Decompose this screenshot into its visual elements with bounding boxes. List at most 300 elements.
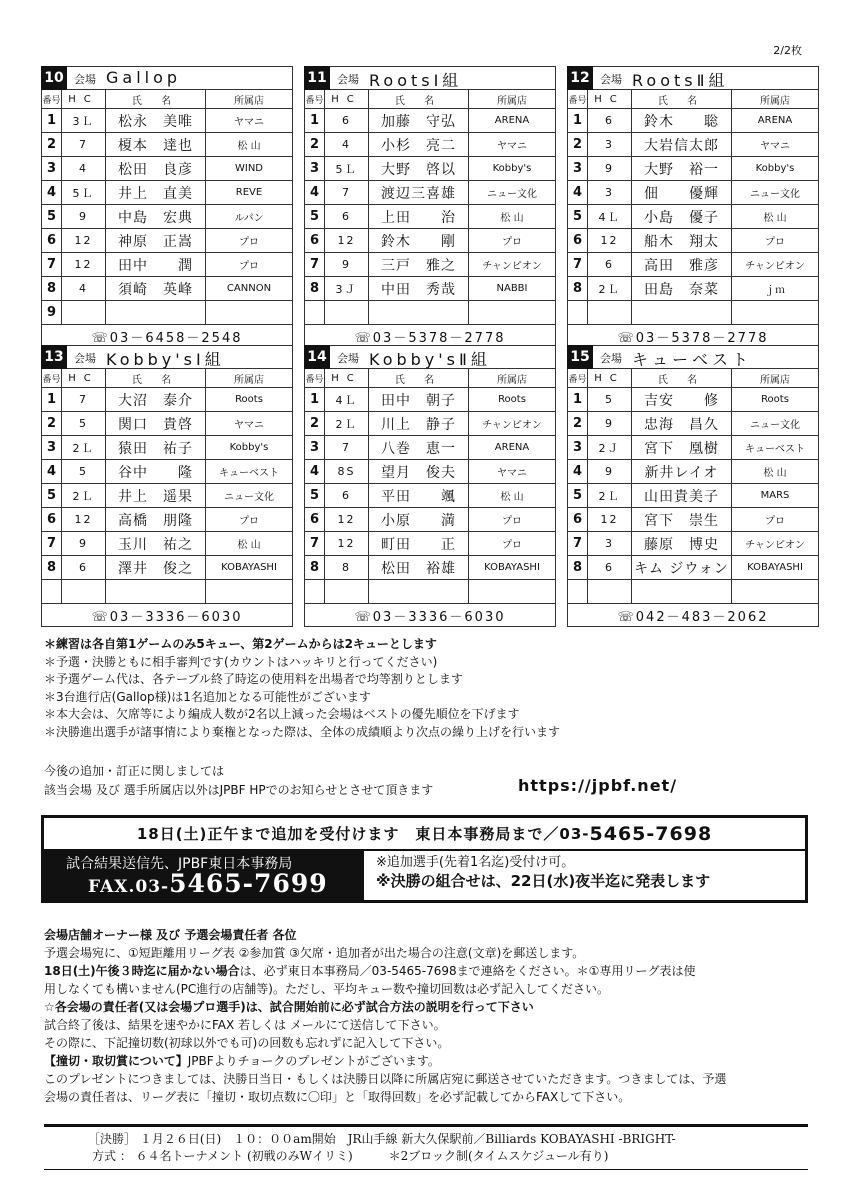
player-hc: 8S	[325, 460, 369, 483]
player-number: 7	[305, 532, 325, 555]
player-row	[305, 301, 555, 325]
player-row	[305, 388, 555, 412]
venue-header	[568, 67, 818, 90]
player-shop: チャンピオン	[745, 540, 805, 551]
player-name: 中田 秀哉	[369, 277, 469, 300]
player-shop: 松 山	[763, 213, 787, 224]
player-name: 上田 治	[369, 205, 469, 228]
venue-13	[41, 345, 293, 627]
owners-line-2: 18日(土)午後３時迄に届かない場合は、必ず東日本事務局／03-5465-7698まで連絡をください。＊①専用リーグ表は使	[44, 964, 696, 978]
player-hc: 12	[325, 532, 369, 555]
info-line-1: 今後の追加・訂正に関しましては	[44, 764, 225, 778]
player-shop: KOBAYASHI	[747, 562, 803, 573]
player-hc: 2Ｊ	[588, 436, 632, 459]
player-row	[305, 277, 555, 301]
note-3: ＊予選ゲーム代は、各テーブル終了時迄の使用料を出場者で均等割りとします	[44, 672, 463, 686]
player-shop: チャンピオン	[482, 261, 542, 272]
player-number: 6	[568, 229, 588, 252]
player-name: 高田 雅彦	[632, 253, 732, 276]
player-hc	[325, 580, 369, 603]
player-hc: 2Ｌ	[325, 412, 369, 435]
player-hc: 6	[588, 253, 632, 276]
col-hc: HC	[588, 90, 632, 108]
note-2: ＊予選・決勝ともに相手審判です(カウントはハッキリと行ってください)	[44, 654, 438, 669]
venue-header	[568, 346, 818, 369]
player-row	[42, 436, 292, 460]
player-hc: 5Ｌ	[62, 181, 106, 204]
player-hc: 4	[325, 133, 369, 156]
owners-line-3: 用しなくても構いません(PC進行の店舗等)。ただし、平均キュー数や撞切回数は必ず記入してください。	[44, 982, 609, 996]
announce-line-2: ※決勝の組合せは、22日(水)夜半迄に発表します	[376, 872, 711, 890]
venue-header	[305, 67, 555, 90]
player-number: 3	[42, 157, 62, 180]
player-number: 8	[42, 277, 62, 300]
venue-label: 会場	[337, 352, 359, 365]
player-number: 1	[568, 109, 588, 132]
venue-name: Kobby'sⅡ組	[369, 350, 491, 369]
player-shop: プロ	[765, 237, 785, 248]
player-shop: ヤマニ	[497, 468, 527, 479]
player-row	[42, 580, 292, 604]
venue-number: 11	[304, 66, 330, 90]
player-shop: チャンピオン	[745, 261, 805, 272]
player-number: 1	[568, 388, 588, 411]
player-name: 渡辺三喜雄	[369, 181, 469, 204]
player-name: 川上 静子	[369, 412, 469, 435]
player-name: 宮下 凰樹	[632, 436, 732, 459]
col-name: 氏 名	[369, 90, 469, 108]
player-shop: ニュー文化	[750, 420, 800, 431]
player-row	[568, 229, 818, 253]
player-name: 船木 翔太	[632, 229, 732, 252]
player-hc: 5	[62, 460, 106, 483]
player-name: 井上 直美	[106, 181, 206, 204]
final-line-1: ［決勝］ １月２６日(日) １０：００am開始 JR山手線 新大久保駅前／Billiards KOBAYASHI -BRIGHT-	[88, 1132, 676, 1146]
player-row	[568, 556, 818, 580]
player-row	[568, 388, 818, 412]
venue-header	[42, 67, 292, 90]
player-number: 1	[42, 388, 62, 411]
player-row	[305, 508, 555, 532]
player-row	[305, 205, 555, 229]
player-number: 6	[305, 508, 325, 531]
player-name: 谷中 隆	[106, 460, 206, 483]
player-shop: プロ	[502, 540, 522, 551]
player-row	[305, 157, 555, 181]
owners-notice	[44, 926, 814, 1106]
player-shop: ヤマニ	[234, 420, 264, 431]
player-name: 猿田 祐子	[106, 436, 206, 459]
player-shop: 松 山	[763, 468, 787, 479]
player-number: 7	[305, 253, 325, 276]
update-info	[44, 762, 433, 800]
player-number	[568, 301, 588, 324]
player-shop: MARS	[760, 490, 790, 501]
player-hc: 12	[62, 508, 106, 531]
venue-name: Gallop	[106, 68, 182, 87]
deadline-text: 18日(土)正午まで追加を受付けます 東日本事務局まで／03-	[136, 825, 590, 843]
col-shop: 所属店	[497, 95, 527, 107]
player-hc: 5	[62, 412, 106, 435]
player-hc: 6	[588, 556, 632, 579]
venue-label: 会場	[74, 73, 96, 86]
player-name: 松田 裕雄	[369, 556, 469, 579]
column-headers	[42, 90, 292, 109]
player-shop	[732, 301, 818, 324]
player-row	[305, 484, 555, 508]
player-hc: 12	[325, 508, 369, 531]
player-name: 松永 美唯	[106, 109, 206, 132]
player-hc	[62, 580, 106, 603]
final-info	[44, 1124, 808, 1170]
player-row	[42, 484, 292, 508]
player-shop: Roots	[235, 394, 263, 405]
player-hc: 9	[325, 253, 369, 276]
player-number: 2	[305, 412, 325, 435]
player-number: 8	[568, 556, 588, 579]
player-hc: 4	[62, 157, 106, 180]
player-shop: プロ	[502, 516, 522, 527]
player-number: 5	[568, 205, 588, 228]
player-hc	[325, 301, 369, 324]
column-headers	[568, 90, 818, 109]
player-number: 2	[42, 412, 62, 435]
player-number: 2	[305, 133, 325, 156]
player-hc: 3	[588, 532, 632, 555]
venue-name: Kobby'sⅠ組	[106, 350, 225, 369]
player-name	[106, 580, 206, 603]
player-name: 須崎 英峰	[106, 277, 206, 300]
player-number: 5	[305, 484, 325, 507]
player-row	[42, 301, 292, 325]
player-row	[568, 157, 818, 181]
col-number: 番号	[568, 369, 588, 387]
player-number: 2	[568, 412, 588, 435]
player-name: 宮下 崇生	[632, 508, 732, 531]
player-hc: 5Ｌ	[325, 157, 369, 180]
final-line-2: 方式 ： ６４名トーナメント (初戦のみWイリミ) ＊2ブロック制(タイムスケジュール有り)	[92, 1149, 609, 1163]
player-shop: Kobby's	[229, 442, 269, 453]
player-hc: 7	[62, 133, 106, 156]
player-row	[305, 253, 555, 277]
player-name: キム ジウォン	[632, 556, 732, 579]
venue-label: 会場	[74, 352, 96, 365]
player-name: 吉安 修	[632, 388, 732, 411]
player-name	[369, 580, 469, 603]
player-shop: WIND	[234, 163, 264, 174]
player-shop	[206, 301, 292, 324]
player-row	[568, 580, 818, 604]
column-headers	[568, 369, 818, 388]
player-name: 鈴木 聡	[632, 109, 732, 132]
col-hc: HC	[325, 90, 369, 108]
venue-label: 会場	[600, 73, 622, 86]
announce-line-1: ※追加選手(先着1名迄)受付け可。	[376, 855, 575, 870]
player-hc: 2Ｌ	[62, 484, 106, 507]
player-shop: ARENA	[494, 442, 530, 453]
note-5: ＊本大会は、欠席等により編成人数が2名以上減った会場はベストの優先順位を下げます	[44, 707, 520, 721]
player-hc: 7	[325, 436, 369, 459]
player-row	[42, 133, 292, 157]
owners-line-9: 会場の責任者は、リーグ表に「撞切・取切点数に〇印」と「取得回数」を必ず記載してからFAXして下さい。	[44, 1090, 631, 1104]
player-number: 3	[305, 157, 325, 180]
player-name: 平田 颯	[369, 484, 469, 507]
col-hc: HC	[62, 369, 106, 387]
player-name: 関口 貴啓	[106, 412, 206, 435]
player-name: 加藤 守弘	[369, 109, 469, 132]
venue-name: RootsⅠ組	[369, 71, 463, 90]
venue-phone: ☏03－5378－2778	[354, 330, 506, 346]
player-shop: プロ	[765, 516, 785, 527]
player-hc: 6	[62, 556, 106, 579]
player-shop: 松 山	[237, 141, 261, 152]
player-name: 澤井 俊之	[106, 556, 206, 579]
player-row	[568, 205, 818, 229]
col-number: 番号	[305, 90, 325, 108]
owners-line-6: その際に、下記撞切数(初球以外でも可)の回数も忘れずに記入して下さい。	[44, 1036, 450, 1050]
player-hc: 6	[325, 484, 369, 507]
player-shop: キューベスト	[219, 468, 279, 479]
col-number: 番号	[305, 369, 325, 387]
player-number: 8	[568, 277, 588, 300]
rules-notes	[44, 636, 560, 741]
player-number: 4	[42, 460, 62, 483]
player-hc: 3Ｌ	[62, 109, 106, 132]
player-name: 松田 良彦	[106, 157, 206, 180]
player-name: 高橋 朋隆	[106, 508, 206, 531]
player-hc: 12	[588, 229, 632, 252]
player-name: 榎本 達也	[106, 133, 206, 156]
player-shop: REVE	[235, 187, 263, 198]
player-number: 7	[42, 532, 62, 555]
player-row	[305, 181, 555, 205]
player-name: 望月 俊夫	[369, 460, 469, 483]
player-hc: 4Ｌ	[588, 205, 632, 228]
col-shop: 所属店	[760, 95, 790, 107]
player-hc: 12	[325, 229, 369, 252]
player-shop: Roots	[498, 394, 526, 405]
player-shop: プロ	[239, 516, 259, 527]
player-number: 6	[305, 229, 325, 252]
col-name: 氏 名	[632, 90, 732, 108]
player-hc: 7	[62, 388, 106, 411]
player-shop: Roots	[761, 394, 789, 405]
player-shop: Kobby's	[755, 163, 795, 174]
player-hc	[62, 301, 106, 324]
col-hc: HC	[588, 369, 632, 387]
player-name: 小島 優子	[632, 205, 732, 228]
player-hc: 2Ｌ	[62, 436, 106, 459]
player-name	[632, 580, 732, 603]
player-number: 1	[42, 109, 62, 132]
venue-phone: ☏03－3336－6030	[354, 609, 506, 625]
player-number	[305, 580, 325, 603]
player-number: 1	[305, 388, 325, 411]
player-row	[568, 301, 818, 325]
col-hc: HC	[325, 369, 369, 387]
player-shop: プロ	[502, 237, 522, 248]
player-number: 2	[42, 133, 62, 156]
player-shop: 松 山	[500, 213, 524, 224]
column-headers	[305, 369, 555, 388]
player-name: 八巻 恵一	[369, 436, 469, 459]
player-row	[568, 181, 818, 205]
player-number: 4	[568, 181, 588, 204]
player-hc: 6	[325, 205, 369, 228]
player-number: 4	[568, 460, 588, 483]
player-shop	[206, 580, 292, 603]
col-shop: 所属店	[234, 95, 264, 107]
venue-phone: ☏03－3336－6030	[91, 609, 243, 625]
player-name	[632, 301, 732, 324]
player-number: 3	[305, 436, 325, 459]
note-6: ＊決勝進出選手が諸事情により棄権となった際は、全体の成績順より次点の繰り上げを行います	[44, 724, 561, 739]
player-hc: 4	[62, 277, 106, 300]
player-shop: KOBAYASHI	[484, 562, 540, 573]
col-name: 氏 名	[632, 369, 732, 387]
venue-number: 10	[41, 66, 67, 90]
player-row	[568, 133, 818, 157]
player-number: 4	[305, 181, 325, 204]
player-hc: 12	[62, 229, 106, 252]
player-row	[305, 580, 555, 604]
player-shop: ARENA	[757, 115, 793, 126]
player-shop: プロ	[239, 261, 259, 272]
col-number: 番号	[42, 90, 62, 108]
col-shop: 所属店	[497, 374, 527, 386]
venue-label: 会場	[337, 73, 359, 86]
announcement-panel	[376, 854, 710, 890]
player-hc: 9	[62, 532, 106, 555]
player-shop: KOBAYASHI	[221, 562, 277, 573]
fax-number: FAX.03-5465-7699	[88, 869, 328, 898]
player-name: 忠海 昌久	[632, 412, 732, 435]
player-hc: 3	[588, 181, 632, 204]
deadline-banner	[44, 818, 805, 851]
player-row	[568, 532, 818, 556]
player-shop: 松 山	[500, 492, 524, 503]
player-number: 6	[42, 229, 62, 252]
player-shop: 松 山	[237, 540, 261, 551]
player-name: 佃 優輝	[632, 181, 732, 204]
venue-phone: ☏03－6458－2548	[91, 330, 243, 346]
player-shop: ルパン	[234, 213, 264, 224]
player-number	[305, 301, 325, 324]
col-number: 番号	[568, 90, 588, 108]
player-shop	[469, 301, 555, 324]
player-name: 鈴木 剛	[369, 229, 469, 252]
deadline-phone: 5465-7698	[589, 822, 713, 845]
venue-label: 会場	[600, 352, 622, 365]
player-row	[568, 436, 818, 460]
venue-header	[305, 346, 555, 369]
fax-panel	[44, 849, 364, 900]
player-shop: ニュー文化	[487, 189, 537, 200]
player-number: 1	[305, 109, 325, 132]
col-name: 氏 名	[369, 369, 469, 387]
player-hc: 3	[588, 133, 632, 156]
player-row	[42, 253, 292, 277]
player-name: 町田 正	[369, 532, 469, 555]
player-row	[42, 181, 292, 205]
player-row	[305, 532, 555, 556]
player-row	[305, 109, 555, 133]
player-number: 6	[568, 508, 588, 531]
player-row	[568, 109, 818, 133]
player-name: 神原 正嵩	[106, 229, 206, 252]
player-number	[42, 580, 62, 603]
player-shop: ARENA	[494, 115, 530, 126]
info-line-2: 該当会場 及び 選手所属店以外はJPBF HPでのお知らせとさせて頂きます	[44, 783, 434, 797]
col-name: 氏 名	[106, 90, 206, 108]
player-hc: 8	[325, 556, 369, 579]
venue-phone: ☏042－483－2062	[617, 609, 769, 625]
player-hc: 6	[588, 109, 632, 132]
player-row	[42, 460, 292, 484]
venue-number: 14	[304, 345, 330, 369]
owners-title: 会場店舗オーナー様 及び 予選会場責任者 各位	[44, 928, 297, 942]
player-hc	[588, 301, 632, 324]
col-hc: HC	[62, 90, 106, 108]
player-hc: 3Ｊ	[325, 277, 369, 300]
venue-name: キューベスト	[632, 350, 753, 369]
player-row	[568, 460, 818, 484]
player-row	[42, 532, 292, 556]
page-number: 2/2枚	[773, 44, 802, 57]
venue-number: 15	[567, 345, 593, 369]
player-shop: ヤマニ	[760, 141, 790, 152]
fax-label: 試合結果送信先、JPBF東日本事務局	[66, 856, 293, 872]
player-hc: 12	[62, 253, 106, 276]
player-row	[305, 556, 555, 580]
note-4: ＊3台進行店(Gallop様)は1名追加となる可能性がございます	[44, 689, 371, 704]
venue-header	[42, 346, 292, 369]
player-hc: 2Ｌ	[588, 277, 632, 300]
player-row	[305, 229, 555, 253]
jpbf-url-link[interactable]: https://jpbf.net/	[518, 776, 678, 795]
col-shop: 所属店	[234, 374, 264, 386]
player-row	[42, 556, 292, 580]
player-row	[568, 253, 818, 277]
owners-line-5: 試合終了後は、結果を速やかにFAX 若しくは メールにて送信して下さい。	[44, 1018, 446, 1032]
player-name: 三戸 雅之	[369, 253, 469, 276]
player-shop: ヤマニ	[497, 141, 527, 152]
col-number: 番号	[42, 369, 62, 387]
player-hc: 9	[588, 412, 632, 435]
venue-11	[304, 66, 556, 348]
player-row	[42, 109, 292, 133]
player-number: 6	[42, 508, 62, 531]
player-row	[568, 508, 818, 532]
player-name: 藤原 博史	[632, 532, 732, 555]
player-name: 大野 裕一	[632, 157, 732, 180]
player-shop: ヤマニ	[234, 117, 264, 128]
column-headers	[42, 369, 292, 388]
player-number: 5	[305, 205, 325, 228]
player-name	[106, 301, 206, 324]
player-shop: プロ	[239, 237, 259, 248]
col-shop: 所属店	[760, 374, 790, 386]
player-row	[42, 412, 292, 436]
player-name: 田島 奈菜	[632, 277, 732, 300]
player-name: 小原 満	[369, 508, 469, 531]
player-hc: 5	[588, 388, 632, 411]
player-number: 4	[42, 181, 62, 204]
player-shop: NABBI	[496, 283, 528, 294]
player-hc: 2Ｌ	[588, 484, 632, 507]
player-row	[42, 277, 292, 301]
note-1: ＊練習は各自第1ゲームのみ5キュー、第2ゲームからは2キューとします	[44, 637, 437, 651]
